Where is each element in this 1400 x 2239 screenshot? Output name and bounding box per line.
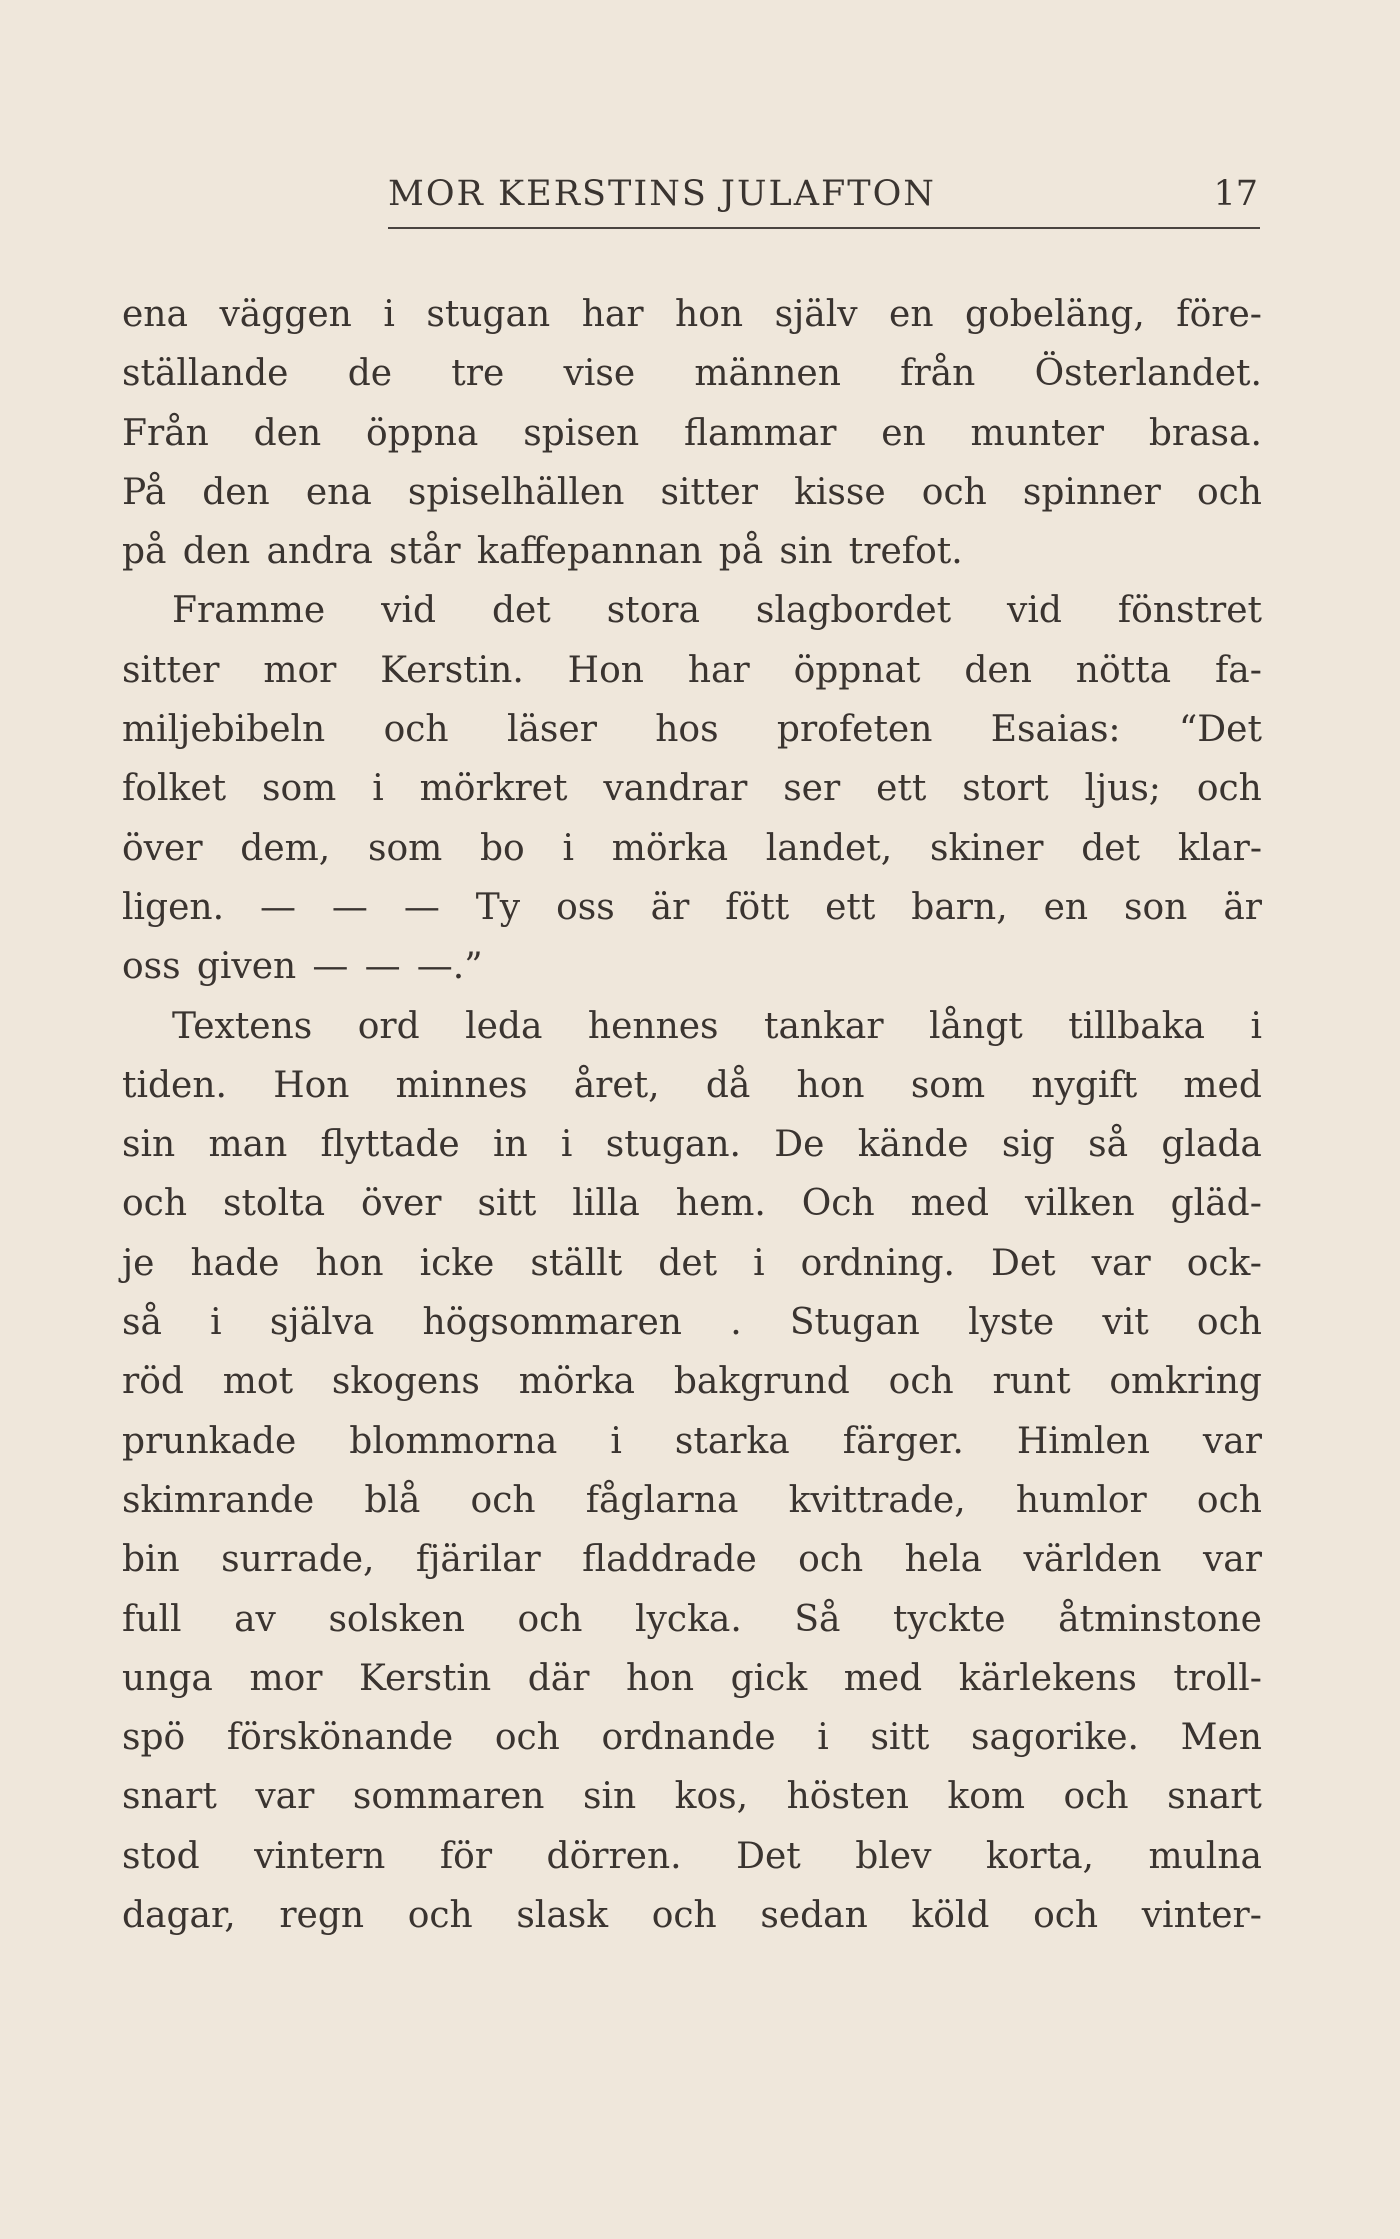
word: var <box>1202 1539 1262 1581</box>
word: det <box>1081 827 1141 869</box>
word: förskönande <box>226 1717 454 1759</box>
word: skiner <box>929 827 1044 869</box>
word: kärlekens <box>958 1657 1137 1699</box>
word: över <box>360 1183 442 1225</box>
word: spiselhällen <box>407 471 625 513</box>
word: en <box>1043 886 1089 928</box>
word: hem. <box>675 1183 766 1225</box>
text-line <box>122 1174 1262 1233</box>
word: Kerstin <box>359 1657 492 1699</box>
word: ställt <box>530 1242 623 1284</box>
word: stugan. <box>605 1124 741 1166</box>
word: kvittrade, <box>788 1479 966 1521</box>
word: ser <box>783 768 841 810</box>
word: en <box>881 412 926 454</box>
word: dagar, <box>122 1895 236 1937</box>
text-line <box>122 1352 1262 1411</box>
word: Hon <box>567 649 644 691</box>
word: andra <box>266 531 373 573</box>
word: Österlandet. <box>1034 353 1262 395</box>
word: — <box>331 886 368 928</box>
word: — <box>403 886 440 928</box>
word: Framme <box>172 590 326 632</box>
word: mor <box>263 649 337 691</box>
word: sommaren <box>352 1776 545 1818</box>
word: slagbordet <box>755 590 952 632</box>
word: ock- <box>1186 1242 1262 1284</box>
word: glada <box>1161 1124 1262 1166</box>
word: —.” <box>416 946 483 988</box>
word: av <box>234 1598 276 1640</box>
word: klar- <box>1177 827 1262 869</box>
page-header <box>388 170 1258 226</box>
word: full <box>122 1598 182 1640</box>
word: ljus; <box>1084 768 1161 810</box>
text-line <box>122 1827 1262 1886</box>
word: den <box>253 412 322 454</box>
word: ordning. <box>800 1242 955 1284</box>
word: vise <box>563 353 636 395</box>
word: skimrande <box>122 1479 315 1521</box>
word: hon <box>796 1064 865 1106</box>
word: De <box>774 1124 825 1166</box>
word: ena <box>122 294 188 335</box>
word: vintern <box>254 1835 386 1877</box>
word: där <box>527 1657 590 1699</box>
text-line <box>122 1471 1262 1530</box>
word: och <box>1196 1302 1262 1344</box>
word: i <box>383 294 395 335</box>
word: kaffepannan <box>476 531 703 573</box>
word: Hon <box>273 1064 350 1106</box>
word: bo <box>480 827 525 869</box>
word: åtminstone <box>1058 1598 1262 1640</box>
word: världen <box>1023 1539 1162 1581</box>
word: je <box>122 1242 155 1284</box>
word: flyttade <box>320 1124 460 1166</box>
word: och <box>407 1895 473 1937</box>
word: sitter <box>122 649 220 691</box>
word: man <box>208 1124 288 1166</box>
word: Himlen <box>1016 1420 1150 1462</box>
word: från <box>900 353 976 395</box>
word: stora <box>606 590 700 632</box>
word: kisse <box>794 471 886 513</box>
word: fött <box>725 886 790 928</box>
word: det <box>658 1242 718 1284</box>
word: spisen <box>523 412 640 454</box>
word: före- <box>1176 294 1262 335</box>
word: och <box>494 1717 560 1759</box>
word: köld <box>911 1895 990 1937</box>
word: På <box>122 471 167 513</box>
word: — <box>259 886 296 928</box>
word: skogens <box>331 1361 480 1403</box>
word: bin <box>122 1539 180 1581</box>
word: tiden. <box>122 1064 227 1106</box>
word: spö <box>122 1717 186 1759</box>
word: icke <box>419 1242 495 1284</box>
word: fönstret <box>1117 590 1262 632</box>
word: sitter <box>660 471 758 513</box>
word: var <box>1091 1242 1151 1284</box>
word: blå <box>364 1479 421 1521</box>
text-line <box>122 1293 1262 1352</box>
word: lycka. <box>635 1598 742 1640</box>
word: den <box>182 531 251 573</box>
word: in <box>492 1124 528 1166</box>
word: i <box>817 1717 829 1759</box>
text-line <box>122 285 1262 344</box>
word: mörkret <box>419 768 568 810</box>
header-rule <box>388 227 1260 229</box>
text-line <box>122 1708 1262 1767</box>
word: hon <box>625 1657 695 1699</box>
word: stolta <box>222 1183 326 1225</box>
text-line <box>122 1530 1262 1589</box>
word: sin <box>582 1776 637 1818</box>
word: lyste <box>968 1302 1055 1344</box>
text-line <box>122 463 1262 522</box>
word: så <box>122 1302 162 1344</box>
word: på <box>718 531 764 573</box>
word: hösten <box>786 1776 909 1818</box>
word: Det <box>736 1835 801 1877</box>
word: dörren. <box>546 1835 682 1877</box>
word: som <box>367 827 443 869</box>
word: — <box>364 946 401 988</box>
word: snart <box>122 1776 217 1818</box>
word: vandrar <box>603 768 748 810</box>
word: ett <box>825 886 876 928</box>
word: trefot. <box>848 531 963 573</box>
word: sagorike. <box>971 1717 1139 1759</box>
word: i <box>372 768 384 810</box>
word: och <box>1033 1895 1099 1937</box>
word: kom <box>947 1776 1026 1818</box>
word: mörka <box>611 827 729 869</box>
word: leda <box>465 1005 543 1047</box>
word: den <box>202 471 270 513</box>
word: slask <box>516 1895 609 1937</box>
word: hon <box>675 294 744 335</box>
word: och <box>1196 768 1262 810</box>
word: Från <box>122 412 209 454</box>
word: lilla <box>572 1183 640 1225</box>
text-line <box>122 344 1262 403</box>
word: profeten <box>776 709 933 751</box>
text-line <box>122 522 1262 581</box>
word: . <box>730 1302 742 1344</box>
text-line <box>122 878 1262 937</box>
word: då <box>705 1064 751 1106</box>
word: sin <box>779 531 833 573</box>
word: i <box>562 827 574 869</box>
word: sedan <box>760 1895 868 1937</box>
text-line <box>122 819 1262 878</box>
word: sitt <box>477 1183 537 1225</box>
word: hennes <box>587 1005 719 1047</box>
word: i <box>610 1420 622 1462</box>
word: ordnande <box>601 1717 776 1759</box>
word: de <box>347 353 393 395</box>
word: troll- <box>1173 1657 1262 1699</box>
word: och <box>651 1895 717 1937</box>
word: Stugan <box>789 1302 920 1344</box>
word: i <box>560 1124 573 1166</box>
word: i <box>210 1302 222 1344</box>
word: ställande <box>122 353 289 395</box>
text-line <box>122 1056 1262 1115</box>
word: omkring <box>1109 1361 1262 1403</box>
text-line <box>122 1886 1262 1945</box>
word: Esaias: <box>990 709 1121 751</box>
word: ligen. <box>122 886 225 928</box>
word: Så <box>794 1598 841 1640</box>
word: korta, <box>985 1835 1094 1877</box>
word: spinner <box>1022 471 1161 513</box>
word: fjärilar <box>415 1539 541 1581</box>
word: brasa. <box>1148 412 1262 454</box>
word: given <box>196 946 297 988</box>
word: solsken <box>328 1598 465 1640</box>
word: vid <box>381 590 437 632</box>
word: mulna <box>1148 1835 1262 1877</box>
text-line <box>122 641 1262 700</box>
word: väggen <box>219 294 352 335</box>
word: oss <box>122 946 181 988</box>
word: med <box>843 1657 923 1699</box>
word: nygift <box>1031 1064 1138 1106</box>
word: kände <box>857 1124 969 1166</box>
text-line <box>122 997 1262 1056</box>
text-line <box>122 700 1262 759</box>
word: själv <box>774 294 858 335</box>
word: fladdrade <box>582 1539 757 1581</box>
word: Och <box>801 1183 875 1225</box>
word: Kerstin. <box>380 649 524 691</box>
word: och <box>888 1361 954 1403</box>
text-line <box>122 404 1262 463</box>
word: sig <box>1001 1124 1055 1166</box>
word: sitt <box>870 1717 930 1759</box>
word: nötta <box>1075 649 1172 691</box>
word: stort <box>962 768 1049 810</box>
text-line <box>122 1412 1262 1471</box>
word: Men <box>1180 1717 1262 1759</box>
word: som <box>910 1064 986 1106</box>
text-line <box>122 1649 1262 1708</box>
word: minnes <box>395 1064 528 1106</box>
word: surrade, <box>221 1539 375 1581</box>
word: färger. <box>842 1420 964 1462</box>
word: hade <box>190 1242 280 1284</box>
word: en <box>889 294 934 335</box>
body-text <box>122 285 1262 1945</box>
word: runt <box>992 1361 1071 1403</box>
word: och <box>122 1183 188 1225</box>
word: ena <box>305 471 372 513</box>
word: gläd- <box>1170 1183 1262 1225</box>
word: mot <box>222 1361 294 1403</box>
word: står <box>389 531 461 573</box>
word: och <box>1196 471 1262 513</box>
word: vit <box>1102 1302 1149 1344</box>
word: är <box>1223 886 1262 928</box>
word: “Det <box>1178 709 1262 751</box>
word: vinter- <box>1141 1895 1262 1937</box>
word: fa- <box>1214 649 1262 691</box>
word: med <box>910 1183 990 1225</box>
word: blev <box>855 1835 932 1877</box>
page-number: 17 <box>1213 174 1258 214</box>
word: humlor <box>1015 1479 1147 1521</box>
word: mörka <box>518 1361 635 1403</box>
word: ord <box>357 1005 420 1047</box>
word: mor <box>249 1657 323 1699</box>
word: kos, <box>674 1776 749 1818</box>
word: och <box>517 1598 583 1640</box>
word: var <box>255 1776 315 1818</box>
word: tankar <box>763 1005 884 1047</box>
word: var <box>1202 1420 1262 1462</box>
text-line <box>122 1234 1262 1293</box>
word: sin <box>122 1124 176 1166</box>
word: snart <box>1167 1776 1262 1818</box>
word: året, <box>573 1064 660 1106</box>
word: röd <box>122 1361 184 1403</box>
text-line <box>122 759 1262 818</box>
word: vilken <box>1025 1183 1135 1225</box>
text-line <box>122 937 1262 996</box>
word: landet, <box>765 827 893 869</box>
word: oss <box>556 886 615 928</box>
word: gick <box>730 1657 808 1699</box>
word: öppna <box>365 412 479 454</box>
word: — <box>312 946 349 988</box>
word: vid <box>1007 590 1062 632</box>
word: öppnat <box>793 649 921 691</box>
word: hela <box>904 1539 983 1581</box>
word: högsommaren <box>422 1302 682 1344</box>
word: läser <box>506 709 597 751</box>
word: stod <box>122 1835 200 1877</box>
word: själva <box>269 1302 375 1344</box>
text-line <box>122 1115 1262 1174</box>
word: och <box>1196 1479 1262 1521</box>
word: och <box>470 1479 536 1521</box>
word: bakgrund <box>673 1361 850 1403</box>
word: männen <box>694 353 841 395</box>
word: på <box>122 531 167 573</box>
text-line <box>122 1590 1262 1649</box>
word: Textens <box>172 1005 313 1047</box>
word: för <box>439 1835 493 1877</box>
word: i <box>1250 1005 1262 1047</box>
word: med <box>1183 1064 1262 1106</box>
word: tyckte <box>892 1598 1006 1640</box>
word: och <box>921 471 987 513</box>
word: har <box>581 294 644 335</box>
word: den <box>964 649 1032 691</box>
word: tillbaka <box>1068 1005 1205 1047</box>
word: regn <box>279 1895 365 1937</box>
word: unga <box>122 1657 213 1699</box>
word: son <box>1124 886 1188 928</box>
word: blommorna <box>349 1420 558 1462</box>
word: över <box>122 827 203 869</box>
text-line <box>122 581 1262 640</box>
text-line <box>122 1767 1262 1826</box>
word: stugan <box>426 294 551 335</box>
word: hos <box>655 709 719 751</box>
word: och <box>798 1539 864 1581</box>
word: folket <box>122 768 227 810</box>
word: har <box>687 649 750 691</box>
word: dem, <box>240 827 331 869</box>
word: gobeläng, <box>965 294 1145 335</box>
word: och <box>1063 1776 1129 1818</box>
word: miljebibeln <box>122 709 326 751</box>
word: i <box>753 1242 765 1284</box>
running-title: MOR KERSTINS JULAFTON <box>388 174 936 214</box>
word: som <box>262 768 337 810</box>
word: munter <box>970 412 1105 454</box>
word: är <box>650 886 690 928</box>
word: ett <box>876 768 927 810</box>
word: det <box>491 590 551 632</box>
word: prunkade <box>122 1420 297 1462</box>
word: och <box>383 709 449 751</box>
word: hon <box>315 1242 384 1284</box>
word: Det <box>991 1242 1056 1284</box>
word: långt <box>929 1005 1023 1047</box>
word: barn, <box>911 886 1008 928</box>
word: så <box>1088 1124 1129 1166</box>
word: starka <box>674 1420 790 1462</box>
word: fåglarna <box>585 1479 739 1521</box>
word: Ty <box>475 886 521 928</box>
word: flammar <box>684 412 837 454</box>
word: tre <box>451 353 505 395</box>
